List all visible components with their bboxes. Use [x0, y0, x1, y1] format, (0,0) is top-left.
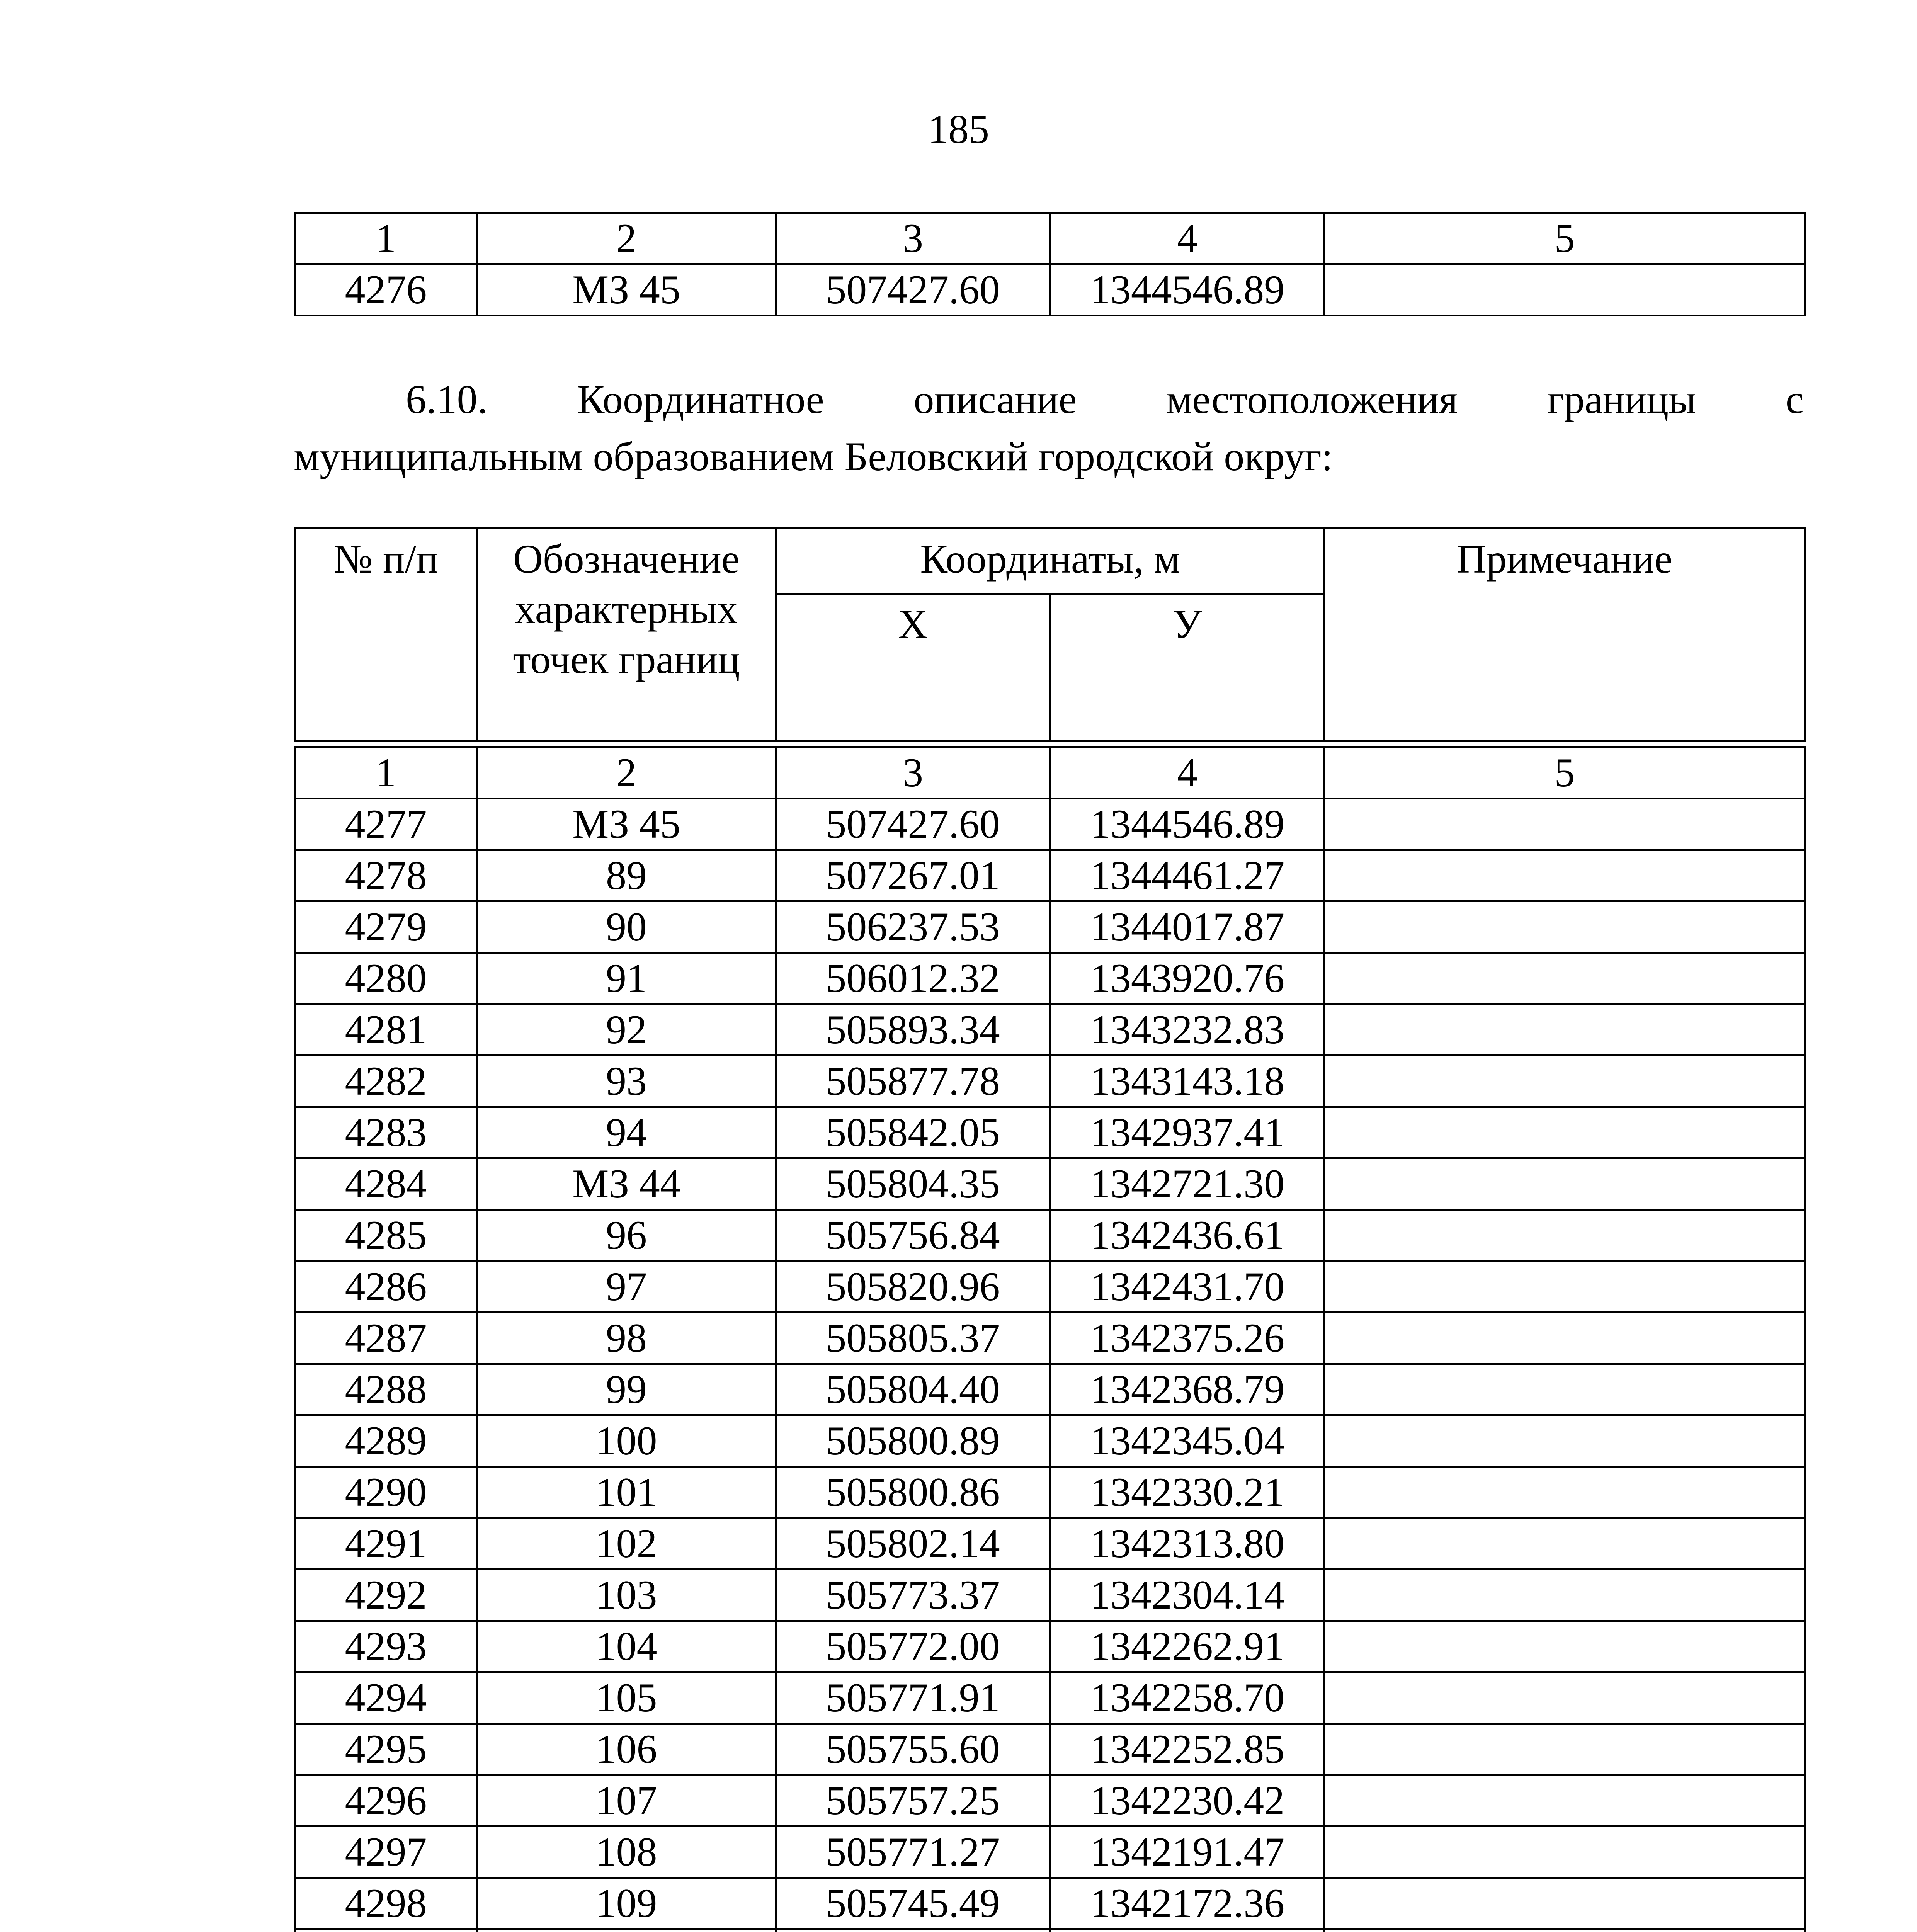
- paragraph-word: 6.10.: [406, 377, 488, 422]
- x-coordinate-cell: 505804.40: [776, 1364, 1050, 1415]
- y-coordinate-cell: 1342436.61: [1050, 1210, 1325, 1261]
- coordinates-table-header: [294, 527, 1806, 742]
- header-x: Х: [776, 594, 1050, 741]
- column-number-cell: 2: [477, 747, 776, 799]
- point-number-cell: 4278: [295, 850, 477, 901]
- note-cell: [1325, 264, 1805, 316]
- designation-cell: 90: [477, 901, 776, 953]
- point-number-cell: 4281: [295, 1004, 477, 1056]
- point-number-cell: 4286: [295, 1261, 477, 1313]
- table-row: [295, 1158, 1805, 1210]
- point-number-cell: 4280: [295, 953, 477, 1004]
- column-number-row: [295, 213, 1805, 264]
- x-coordinate-cell: 505877.78: [776, 1056, 1050, 1107]
- designation-cell: 109: [477, 1878, 776, 1929]
- note-cell: [1325, 1518, 1805, 1570]
- coordinates-table: [294, 746, 1806, 1932]
- y-coordinate-cell: 1342252.85: [1050, 1724, 1325, 1775]
- table-row: [295, 1570, 1805, 1621]
- x-coordinate-cell: 506237.53: [776, 901, 1050, 953]
- designation-cell: 93: [477, 1056, 776, 1107]
- header-note: Примечание: [1325, 529, 1805, 741]
- header-designation-line-3: точек границ: [513, 637, 740, 682]
- paragraph-word: с: [1785, 377, 1804, 422]
- column-number-cell: 4: [1050, 213, 1325, 264]
- designation-cell: 98: [477, 1313, 776, 1364]
- note-cell: [1325, 1056, 1805, 1107]
- paragraph-word: местоположения: [1166, 377, 1458, 422]
- point-number-cell: 4292: [295, 1570, 477, 1621]
- point-number-cell: 4277: [295, 799, 477, 850]
- table-row: [295, 1261, 1805, 1313]
- y-coordinate-cell: 1342431.70: [1050, 1261, 1325, 1313]
- table-row: [295, 1467, 1805, 1518]
- y-coordinate-cell: 1342313.80: [1050, 1518, 1325, 1570]
- point-number-cell: 4296: [295, 1775, 477, 1827]
- designation-cell: 94: [477, 1107, 776, 1158]
- table-row: [295, 1415, 1805, 1467]
- designation-cell: МЗ 45: [477, 264, 776, 316]
- y-coordinate-cell: 1342721.30: [1050, 1158, 1325, 1210]
- point-number-cell: 4285: [295, 1210, 477, 1261]
- table-row: [295, 1056, 1805, 1107]
- note-cell: [1325, 1827, 1805, 1878]
- designation-cell: 92: [477, 1004, 776, 1056]
- note-cell: [1325, 1775, 1805, 1827]
- paragraph-line-1: [294, 371, 1804, 428]
- table-row: [295, 1775, 1805, 1827]
- x-coordinate-cell: 507267.01: [776, 850, 1050, 901]
- x-coordinate-cell: 505820.96: [776, 1261, 1050, 1313]
- table-row: [295, 901, 1805, 953]
- paragraph-word: описание: [913, 377, 1077, 422]
- point-number-cell: 4297: [295, 1827, 477, 1878]
- designation-cell: МЗ 45: [477, 799, 776, 850]
- point-number-cell: 4290: [295, 1467, 477, 1518]
- note-cell: [1325, 1878, 1805, 1929]
- y-coordinate-cell: 1342258.70: [1050, 1672, 1325, 1724]
- x-coordinate-cell: 505755.60: [776, 1724, 1050, 1775]
- x-coordinate-cell: 505800.89: [776, 1415, 1050, 1467]
- point-number-cell: 4295: [295, 1724, 477, 1775]
- note-cell: [1325, 1570, 1805, 1621]
- designation-cell: 102: [477, 1518, 776, 1570]
- table-row: [295, 264, 1805, 316]
- point-number-cell: 4289: [295, 1415, 477, 1467]
- x-coordinate-cell: 507427.60: [776, 264, 1050, 316]
- point-number-cell: 4282: [295, 1056, 477, 1107]
- x-coordinate-cell: 505773.37: [776, 1570, 1050, 1621]
- designation-cell: 108: [477, 1827, 776, 1878]
- y-coordinate-cell: 1342172.36: [1050, 1878, 1325, 1929]
- column-number-cell: 4: [1050, 747, 1325, 799]
- table-row: [295, 1929, 1805, 1932]
- point-number-cell: 4288: [295, 1364, 477, 1415]
- designation-cell: 99: [477, 1364, 776, 1415]
- column-number-cell: 3: [776, 747, 1050, 799]
- note-cell: [1325, 1621, 1805, 1672]
- point-number-cell: 4276: [295, 264, 477, 316]
- note-cell: [1325, 1107, 1805, 1158]
- designation-cell: 89: [477, 850, 776, 901]
- y-coordinate-cell: 1343920.76: [1050, 953, 1325, 1004]
- y-coordinate-cell: 1344546.89: [1050, 799, 1325, 850]
- point-number-cell: 4293: [295, 1621, 477, 1672]
- column-number-cell: 1: [295, 747, 477, 799]
- table-row: [295, 1518, 1805, 1570]
- x-coordinate-cell: 507427.60: [776, 799, 1050, 850]
- table-row: [295, 1313, 1805, 1364]
- table-row: [295, 1672, 1805, 1724]
- y-coordinate-cell: [1050, 1929, 1325, 1932]
- point-number-cell: [295, 1929, 477, 1932]
- column-number-cell: 3: [776, 213, 1050, 264]
- header-designation: [477, 529, 776, 741]
- header-number: № п/п: [295, 529, 477, 741]
- table-row: [295, 850, 1805, 901]
- point-number-cell: 4284: [295, 1158, 477, 1210]
- y-coordinate-cell: 1342368.79: [1050, 1364, 1325, 1415]
- x-coordinate-cell: 505804.35: [776, 1158, 1050, 1210]
- paragraph-word: границы: [1547, 377, 1696, 422]
- note-cell: [1325, 953, 1805, 1004]
- x-coordinate-cell: 505772.00: [776, 1621, 1050, 1672]
- x-coordinate-cell: 505771.27: [776, 1827, 1050, 1878]
- x-coordinate-cell: 505745.49: [776, 1878, 1050, 1929]
- header-coordinates: Координаты, м: [776, 529, 1325, 594]
- table-row: [295, 799, 1805, 850]
- table-row: [295, 1621, 1805, 1672]
- x-coordinate-cell: 505805.37: [776, 1313, 1050, 1364]
- paragraph-word: Координатное: [577, 377, 824, 422]
- y-coordinate-cell: 1344546.89: [1050, 264, 1325, 316]
- point-number-cell: 4287: [295, 1313, 477, 1364]
- header-y: У: [1050, 594, 1325, 741]
- x-coordinate-cell: 505771.91: [776, 1672, 1050, 1724]
- y-coordinate-cell: 1344017.87: [1050, 901, 1325, 953]
- point-number-cell: 4279: [295, 901, 477, 953]
- y-coordinate-cell: 1342304.14: [1050, 1570, 1325, 1621]
- note-cell: [1325, 850, 1805, 901]
- table-row: [295, 1004, 1805, 1056]
- header-designation-line-1: Обозначение: [513, 536, 740, 582]
- y-coordinate-cell: 1342375.26: [1050, 1313, 1325, 1364]
- column-number-row: [295, 747, 1805, 799]
- column-number-cell: 5: [1325, 213, 1805, 264]
- designation-cell: 91: [477, 953, 776, 1004]
- note-cell: [1325, 1004, 1805, 1056]
- page-number: 185: [928, 107, 989, 152]
- designation-cell: 105: [477, 1672, 776, 1724]
- table-row: [295, 1724, 1805, 1775]
- note-cell: [1325, 1313, 1805, 1364]
- designation-cell: 97: [477, 1261, 776, 1313]
- table-row: [295, 1210, 1805, 1261]
- y-coordinate-cell: 1342191.47: [1050, 1827, 1325, 1878]
- x-coordinate-cell: 505756.84: [776, 1210, 1050, 1261]
- designation-cell: [477, 1929, 776, 1932]
- y-coordinate-cell: 1342230.42: [1050, 1775, 1325, 1827]
- note-cell: [1325, 1261, 1805, 1313]
- note-cell: [1325, 1672, 1805, 1724]
- note-cell: [1325, 1158, 1805, 1210]
- paragraph-line-2: муниципальным образованием Беловский городской округ:: [294, 434, 1333, 479]
- table-row: [295, 1827, 1805, 1878]
- table-row: [295, 953, 1805, 1004]
- y-coordinate-cell: 1342262.91: [1050, 1621, 1325, 1672]
- y-coordinate-cell: 1343143.18: [1050, 1056, 1325, 1107]
- designation-cell: 104: [477, 1621, 776, 1672]
- designation-cell: 101: [477, 1467, 776, 1518]
- y-coordinate-cell: 1342345.04: [1050, 1415, 1325, 1467]
- designation-cell: 103: [477, 1570, 776, 1621]
- designation-cell: 106: [477, 1724, 776, 1775]
- y-coordinate-cell: 1343232.83: [1050, 1004, 1325, 1056]
- x-coordinate-cell: 505800.86: [776, 1467, 1050, 1518]
- x-coordinate-cell: 505802.14: [776, 1518, 1050, 1570]
- y-coordinate-cell: 1342330.21: [1050, 1467, 1325, 1518]
- note-cell: [1325, 1210, 1805, 1261]
- continuation-table: [294, 212, 1806, 316]
- designation-cell: 96: [477, 1210, 776, 1261]
- table-row: [295, 1364, 1805, 1415]
- y-coordinate-cell: 1344461.27: [1050, 850, 1325, 901]
- x-coordinate-cell: 505757.25: [776, 1775, 1050, 1827]
- point-number-cell: 4294: [295, 1672, 477, 1724]
- x-coordinate-cell: [776, 1929, 1050, 1932]
- x-coordinate-cell: 505893.34: [776, 1004, 1050, 1056]
- note-cell: [1325, 1929, 1805, 1932]
- point-number-cell: 4291: [295, 1518, 477, 1570]
- column-number-cell: 5: [1325, 747, 1805, 799]
- y-coordinate-cell: 1342937.41: [1050, 1107, 1325, 1158]
- table-row: [295, 1878, 1805, 1929]
- point-number-cell: 4298: [295, 1878, 477, 1929]
- table-row: [295, 1107, 1805, 1158]
- note-cell: [1325, 1415, 1805, 1467]
- note-cell: [1325, 1724, 1805, 1775]
- designation-cell: 100: [477, 1415, 776, 1467]
- header-designation-line-2: характерных: [515, 587, 738, 632]
- point-number-cell: 4283: [295, 1107, 477, 1158]
- column-number-cell: 2: [477, 213, 776, 264]
- note-cell: [1325, 1467, 1805, 1518]
- x-coordinate-cell: 506012.32: [776, 953, 1050, 1004]
- x-coordinate-cell: 505842.05: [776, 1107, 1050, 1158]
- designation-cell: МЗ 44: [477, 1158, 776, 1210]
- section-paragraph: [294, 371, 1804, 485]
- note-cell: [1325, 901, 1805, 953]
- column-number-cell: 1: [295, 213, 477, 264]
- note-cell: [1325, 1364, 1805, 1415]
- note-cell: [1325, 799, 1805, 850]
- designation-cell: 107: [477, 1775, 776, 1827]
